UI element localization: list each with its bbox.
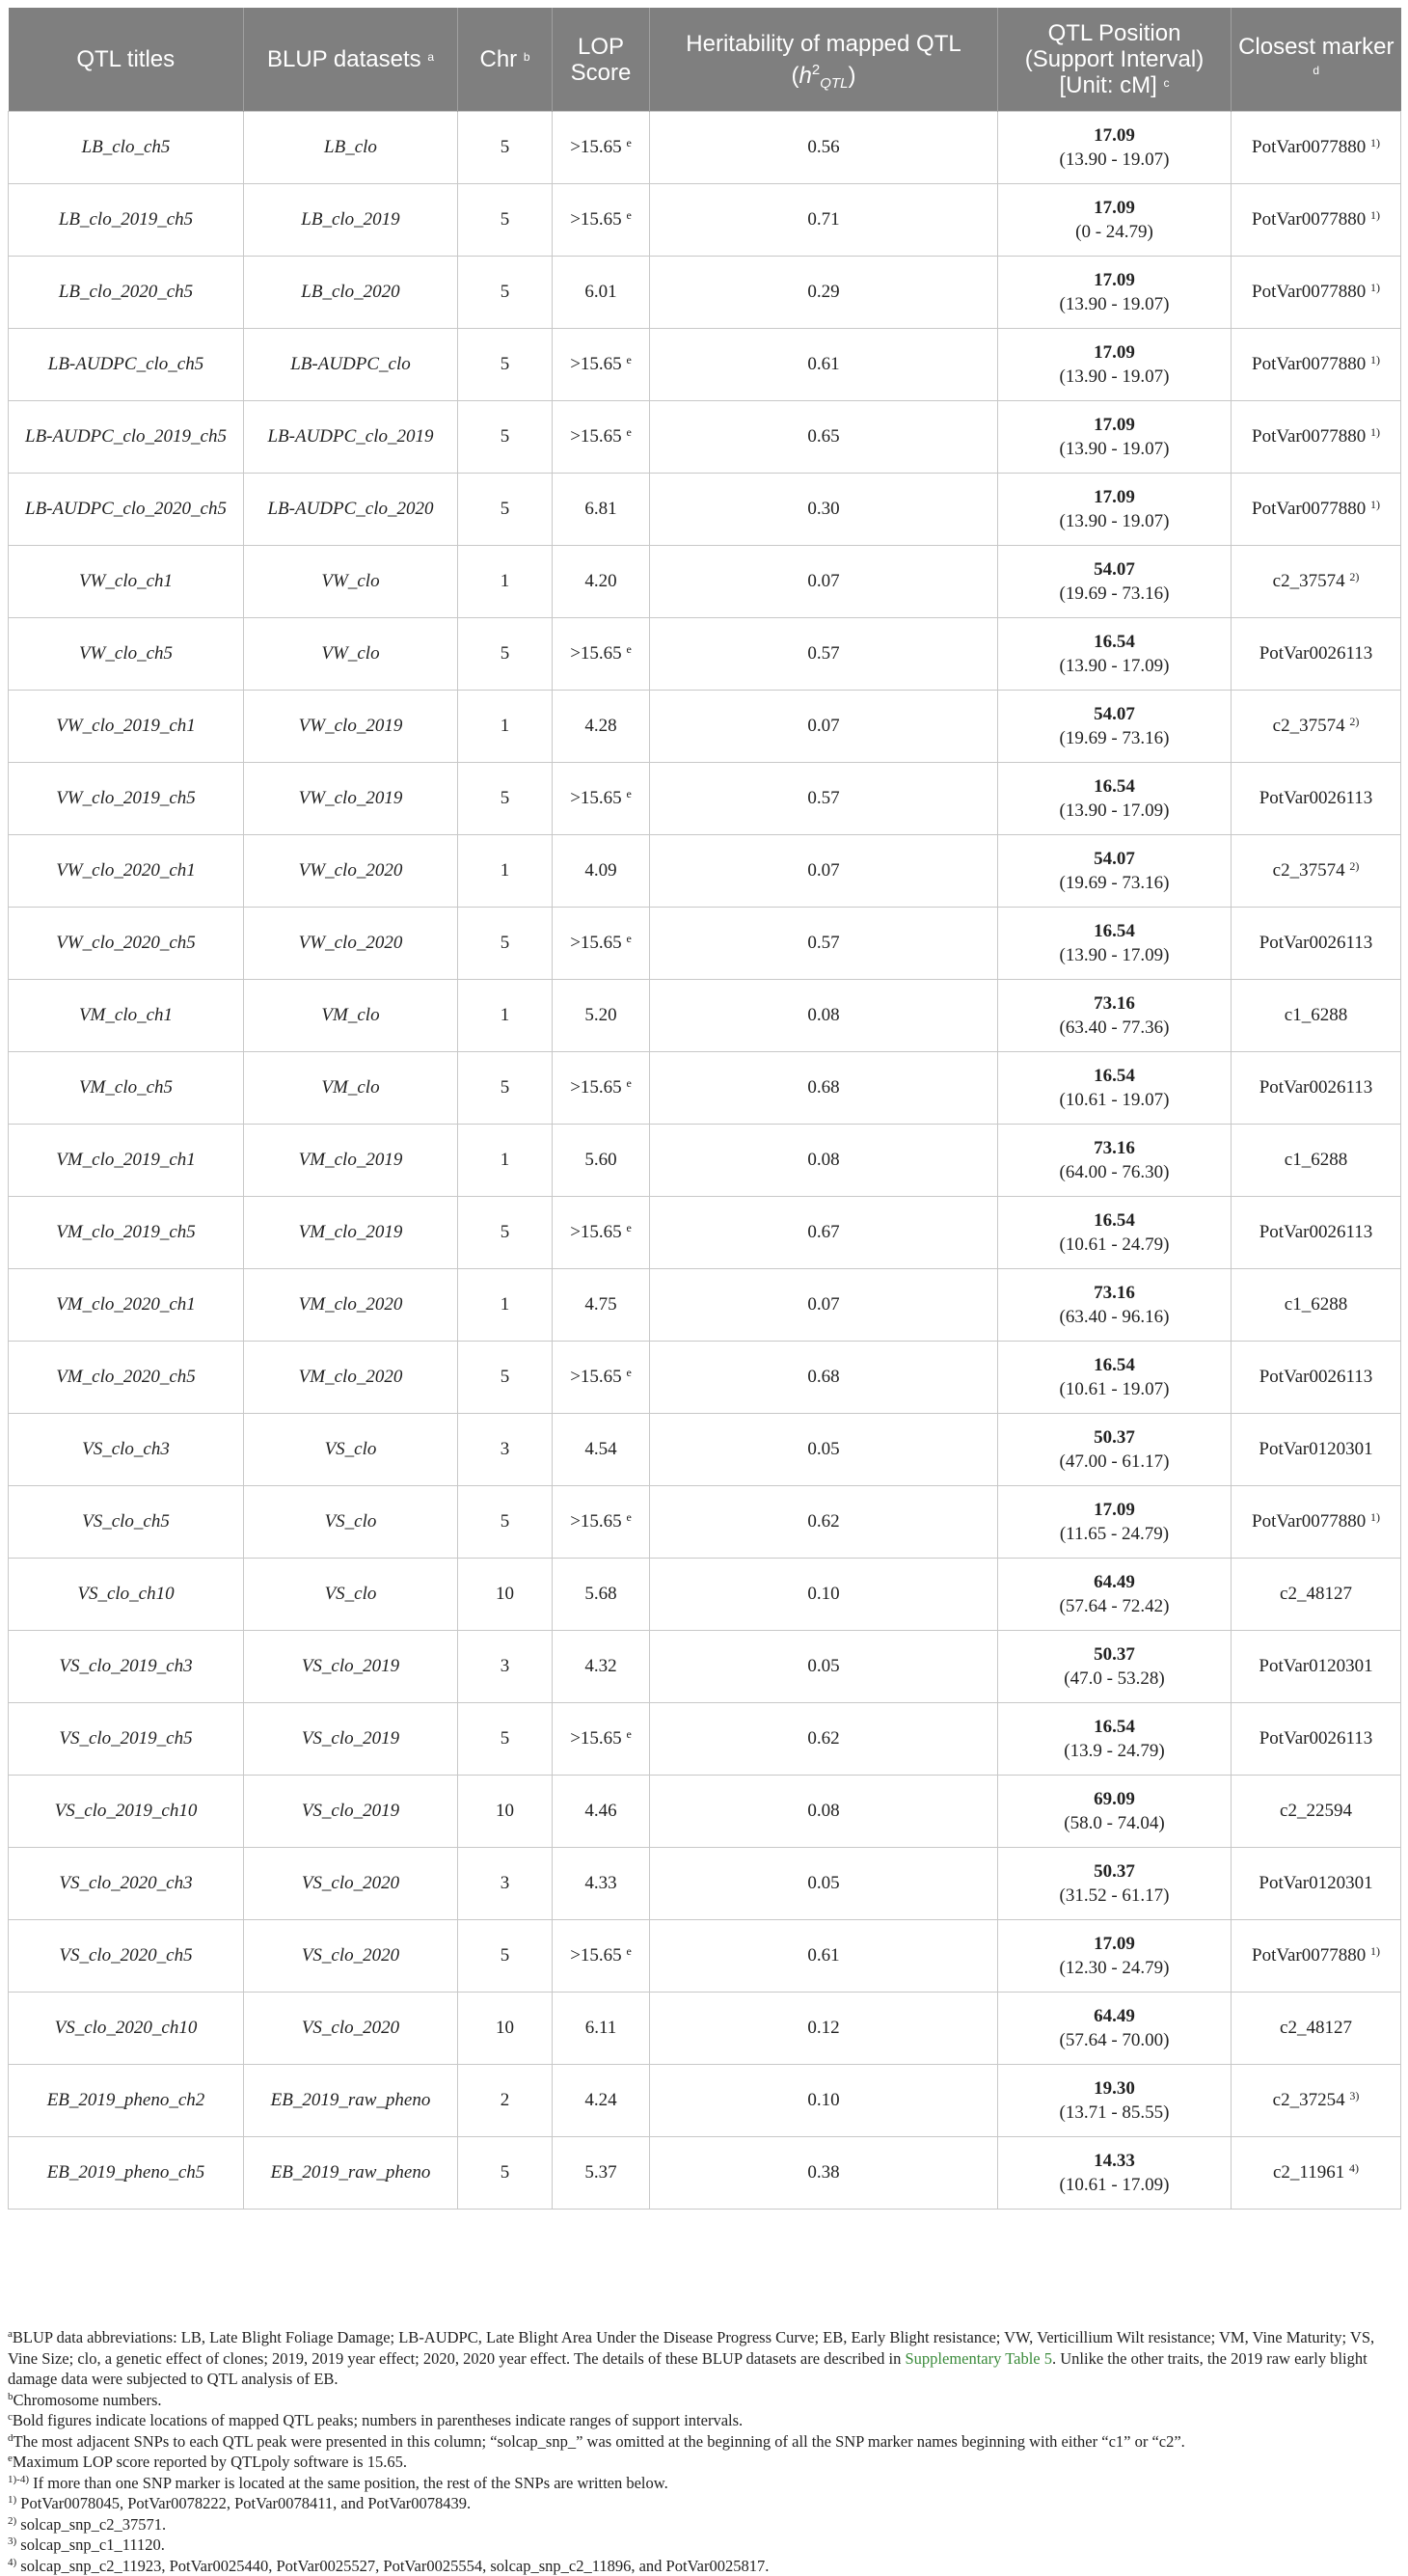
cell-lop-score: >15.65 $^e$ bbox=[553, 1703, 650, 1776]
cell-chr: 5 bbox=[458, 618, 553, 691]
cell-lop-score: >15.65 $^e$ bbox=[553, 1197, 650, 1269]
cell-lop-score: 5.60 bbox=[553, 1125, 650, 1197]
header-chr: Chr $^b$ bbox=[458, 8, 553, 112]
cell-chr: 10 bbox=[458, 1559, 553, 1631]
cell-chr: 5 bbox=[458, 1342, 553, 1414]
cell-qtl-title: VM_clo_2020_ch1 bbox=[9, 1269, 244, 1342]
cell-lop-score: 5.20 bbox=[553, 980, 650, 1052]
cell-qtl-title: VM_clo_ch1 bbox=[9, 980, 244, 1052]
cell-qtl-position: 16.54 (10.61 - 19.07) bbox=[998, 1342, 1232, 1414]
cell-qtl-title: VS_clo_ch5 bbox=[9, 1486, 244, 1559]
cell-chr: 1 bbox=[458, 1125, 553, 1197]
cell-chr: 10 bbox=[458, 1993, 553, 2065]
table-body bbox=[9, 112, 1401, 2210]
cell-qtl-title: VS_clo_2019_ch5 bbox=[9, 1703, 244, 1776]
cell-qtl-position: 17.09 (13.90 - 19.07) bbox=[998, 257, 1232, 329]
table-row bbox=[9, 1993, 1401, 2065]
cell-heritability: 0.08 bbox=[650, 980, 998, 1052]
cell-blup-dataset: VW_clo_2020 bbox=[244, 835, 458, 908]
supplementary-table-link[interactable]: Supplementary Table 5 bbox=[905, 2349, 1052, 2368]
cell-chr: 10 bbox=[458, 1776, 553, 1848]
cell-closest-marker: PotVar0026113 bbox=[1232, 1703, 1401, 1776]
cell-qtl-position: 54.07 (19.69 - 73.16) bbox=[998, 691, 1232, 763]
cell-qtl-title: VS_clo_2020_ch10 bbox=[9, 1993, 244, 2065]
cell-chr: 5 bbox=[458, 1920, 553, 1993]
cell-lop-score: >15.65 $^e$ bbox=[553, 329, 650, 401]
cell-chr: 5 bbox=[458, 401, 553, 474]
cell-closest-marker: PotVar0077880 $^{1)}$ bbox=[1232, 401, 1401, 474]
cell-qtl-title: VM_clo_2019_ch1 bbox=[9, 1125, 244, 1197]
cell-qtl-position: 16.54 (13.9 - 24.79) bbox=[998, 1703, 1232, 1776]
cell-blup-dataset: LB_clo bbox=[244, 112, 458, 184]
cell-closest-marker: c2_37574 $^{2)}$ bbox=[1232, 546, 1401, 618]
cell-heritability: 0.61 bbox=[650, 1920, 998, 1993]
cell-qtl-title: VW_clo_2019_ch5 bbox=[9, 763, 244, 835]
table-row bbox=[9, 691, 1401, 763]
cell-lop-score: 4.32 bbox=[553, 1631, 650, 1703]
cell-heritability: 0.05 bbox=[650, 1631, 998, 1703]
cell-qtl-position: 16.54 (13.90 - 17.09) bbox=[998, 763, 1232, 835]
cell-blup-dataset: VW_clo_2019 bbox=[244, 691, 458, 763]
cell-chr: 5 bbox=[458, 184, 553, 257]
footnote-b: $^b$Chromosome numbers. bbox=[8, 2390, 1396, 2411]
cell-lop-score: 4.33 bbox=[553, 1848, 650, 1920]
cell-closest-marker: c2_11961 $^{4)}$ bbox=[1232, 2137, 1401, 2210]
cell-qtl-position: 64.49 (57.64 - 72.42) bbox=[998, 1559, 1232, 1631]
cell-blup-dataset: VS_clo bbox=[244, 1559, 458, 1631]
cell-qtl-position: 54.07 (19.69 - 73.16) bbox=[998, 546, 1232, 618]
cell-heritability: 0.07 bbox=[650, 691, 998, 763]
header-blup-datasets: BLUP datasets $^a$ bbox=[244, 8, 458, 112]
table-row bbox=[9, 1631, 1401, 1703]
cell-blup-dataset: VM_clo bbox=[244, 1052, 458, 1125]
cell-chr: 5 bbox=[458, 1486, 553, 1559]
cell-qtl-title: LB_clo_2019_ch5 bbox=[9, 184, 244, 257]
cell-qtl-title: VS_clo_2020_ch5 bbox=[9, 1920, 244, 1993]
cell-qtl-title: VM_clo_ch5 bbox=[9, 1052, 244, 1125]
cell-heritability: 0.05 bbox=[650, 1848, 998, 1920]
cell-heritability: 0.05 bbox=[650, 1414, 998, 1486]
cell-closest-marker: PotVar0026113 bbox=[1232, 1197, 1401, 1269]
cell-chr: 5 bbox=[458, 763, 553, 835]
table-row bbox=[9, 763, 1401, 835]
cell-heritability: 0.62 bbox=[650, 1703, 998, 1776]
cell-blup-dataset: VM_clo bbox=[244, 980, 458, 1052]
cell-qtl-title: EB_2019_pheno_ch5 bbox=[9, 2137, 244, 2210]
table-row bbox=[9, 1559, 1401, 1631]
table-row bbox=[9, 1269, 1401, 1342]
cell-chr: 2 bbox=[458, 2065, 553, 2137]
cell-closest-marker: PotVar0077880 $^{1)}$ bbox=[1232, 1920, 1401, 1993]
cell-closest-marker: c2_37574 $^{2)}$ bbox=[1232, 691, 1401, 763]
cell-lop-score: 6.01 bbox=[553, 257, 650, 329]
cell-chr: 3 bbox=[458, 1631, 553, 1703]
cell-closest-marker: PotVar0077880 $^{1)}$ bbox=[1232, 1486, 1401, 1559]
cell-qtl-title: VS_clo_2019_ch3 bbox=[9, 1631, 244, 1703]
cell-qtl-position: 64.49 (57.64 - 70.00) bbox=[998, 1993, 1232, 2065]
cell-blup-dataset: VM_clo_2020 bbox=[244, 1269, 458, 1342]
cell-qtl-position: 19.30 (13.71 - 85.55) bbox=[998, 2065, 1232, 2137]
cell-heritability: 0.38 bbox=[650, 2137, 998, 2210]
cell-chr: 3 bbox=[458, 1848, 553, 1920]
cell-qtl-position: 50.37 (47.00 - 61.17) bbox=[998, 1414, 1232, 1486]
cell-qtl-title: VS_clo_ch10 bbox=[9, 1559, 244, 1631]
cell-qtl-title: EB_2019_pheno_ch2 bbox=[9, 2065, 244, 2137]
cell-chr: 3 bbox=[458, 1414, 553, 1486]
cell-heritability: 0.57 bbox=[650, 763, 998, 835]
footnote-1-4: $^{1)-4)}$ If more than one SNP marker is located at the same position, the rest of the SNPs are written below. bbox=[8, 2473, 1396, 2494]
cell-lop-score: >15.65 $^e$ bbox=[553, 618, 650, 691]
cell-chr: 5 bbox=[458, 112, 553, 184]
cell-closest-marker: PotVar0077880 $^{1)}$ bbox=[1232, 184, 1401, 257]
cell-heritability: 0.67 bbox=[650, 1197, 998, 1269]
cell-chr: 1 bbox=[458, 1269, 553, 1342]
table-row bbox=[9, 1125, 1401, 1197]
cell-blup-dataset: VS_clo_2020 bbox=[244, 1920, 458, 1993]
cell-lop-score: >15.65 $^e$ bbox=[553, 401, 650, 474]
cell-blup-dataset: LB-AUDPC_clo_2019 bbox=[244, 401, 458, 474]
cell-qtl-position: 50.37 (31.52 - 61.17) bbox=[998, 1848, 1232, 1920]
cell-heritability: 0.29 bbox=[650, 257, 998, 329]
cell-closest-marker: PotVar0077880 $^{1)}$ bbox=[1232, 112, 1401, 184]
cell-chr: 5 bbox=[458, 474, 553, 546]
cell-closest-marker: PotVar0077880 $^{1)}$ bbox=[1232, 329, 1401, 401]
table-row bbox=[9, 2137, 1401, 2210]
cell-lop-score: >15.65 $^e$ bbox=[553, 763, 650, 835]
cell-qtl-position: 17.09 (13.90 - 19.07) bbox=[998, 329, 1232, 401]
cell-lop-score: 5.68 bbox=[553, 1559, 650, 1631]
cell-qtl-title: LB-AUDPC_clo_ch5 bbox=[9, 329, 244, 401]
table-row bbox=[9, 184, 1401, 257]
cell-qtl-position: 17.09 (12.30 - 24.79) bbox=[998, 1920, 1232, 1993]
table-row bbox=[9, 1197, 1401, 1269]
cell-chr: 1 bbox=[458, 691, 553, 763]
cell-chr: 1 bbox=[458, 546, 553, 618]
cell-blup-dataset: VW_clo_2019 bbox=[244, 763, 458, 835]
cell-blup-dataset: VS_clo_2019 bbox=[244, 1776, 458, 1848]
cell-heritability: 0.57 bbox=[650, 908, 998, 980]
cell-blup-dataset: VS_clo bbox=[244, 1414, 458, 1486]
cell-lop-score: 4.54 bbox=[553, 1414, 650, 1486]
cell-lop-score: >15.65 $^e$ bbox=[553, 1486, 650, 1559]
cell-heritability: 0.57 bbox=[650, 618, 998, 691]
cell-heritability: 0.56 bbox=[650, 112, 998, 184]
cell-heritability: 0.61 bbox=[650, 329, 998, 401]
cell-closest-marker: PotVar0120301 bbox=[1232, 1848, 1401, 1920]
cell-blup-dataset: VS_clo_2019 bbox=[244, 1631, 458, 1703]
cell-qtl-title: LB-AUDPC_clo_2019_ch5 bbox=[9, 401, 244, 474]
cell-closest-marker: c2_22594 bbox=[1232, 1776, 1401, 1848]
cell-closest-marker: c1_6288 bbox=[1232, 980, 1401, 1052]
cell-qtl-title: VW_clo_ch1 bbox=[9, 546, 244, 618]
cell-heritability: 0.08 bbox=[650, 1776, 998, 1848]
table-row bbox=[9, 401, 1401, 474]
cell-qtl-position: 69.09 (58.0 - 74.04) bbox=[998, 1776, 1232, 1848]
table-row bbox=[9, 1920, 1401, 1993]
qtl-table bbox=[8, 8, 1401, 2210]
cell-heritability: 0.68 bbox=[650, 1052, 998, 1125]
table-row bbox=[9, 908, 1401, 980]
cell-qtl-title: VM_clo_2019_ch5 bbox=[9, 1197, 244, 1269]
table-header bbox=[9, 8, 1401, 112]
cell-qtl-position: 73.16 (63.40 - 96.16) bbox=[998, 1269, 1232, 1342]
cell-blup-dataset: EB_2019_raw_pheno bbox=[244, 2137, 458, 2210]
footnote-c: $^c$Bold figures indicate locations of mapped QTL peaks; numbers in parentheses indicate ranges of support intervals. bbox=[8, 2410, 1396, 2431]
table-row bbox=[9, 329, 1401, 401]
cell-closest-marker: c2_37254 $^{3)}$ bbox=[1232, 2065, 1401, 2137]
cell-closest-marker: c1_6288 bbox=[1232, 1125, 1401, 1197]
cell-lop-score: >15.65 $^e$ bbox=[553, 1920, 650, 1993]
cell-blup-dataset: VW_clo bbox=[244, 618, 458, 691]
header-qtl-position: QTL Position (Support Interval) [Unit: cM] $^c$ bbox=[998, 8, 1232, 112]
cell-lop-score: >15.65 $^e$ bbox=[553, 184, 650, 257]
cell-qtl-position: 54.07 (19.69 - 73.16) bbox=[998, 835, 1232, 908]
cell-heritability: 0.65 bbox=[650, 401, 998, 474]
cell-heritability: 0.68 bbox=[650, 1342, 998, 1414]
footnote-1: $^{1)}$ PotVar0078045, PotVar0078222, PotVar0078411, and PotVar0078439. bbox=[8, 2493, 1396, 2514]
cell-lop-score: 4.28 bbox=[553, 691, 650, 763]
cell-lop-score: >15.65 $^e$ bbox=[553, 112, 650, 184]
cell-lop-score: 4.24 bbox=[553, 2065, 650, 2137]
cell-blup-dataset: LB-AUDPC_clo bbox=[244, 329, 458, 401]
cell-qtl-title: VW_clo_2020_ch1 bbox=[9, 835, 244, 908]
table-row bbox=[9, 1414, 1401, 1486]
footnote-a: $^a$BLUP data abbreviations: LB, Late Blight Foliage Damage; LB-AUDPC, Late Blight Area Under the Disease Progress Curve; EB, Early Blight resistance; VW, Verticillium Wilt resistance; VM, Vine Maturity; VS, Vine Size; clo, a genetic effect of clones; 2019, 2019 year effect; 2020, 2020 year effect. The details of these BLUP datasets are described in Supplementary Table 5. Unlike the other traits, the 2019 raw early blight damage data were subjected to QTL analysis of EB. bbox=[8, 2327, 1396, 2390]
cell-closest-marker: PotVar0026113 bbox=[1232, 908, 1401, 980]
cell-lop-score: 5.37 bbox=[553, 2137, 650, 2210]
header-closest-marker: Closest marker $^d$ bbox=[1232, 8, 1401, 112]
cell-heritability: 0.62 bbox=[650, 1486, 998, 1559]
cell-lop-score: 6.81 bbox=[553, 474, 650, 546]
cell-qtl-title: VW_clo_2019_ch1 bbox=[9, 691, 244, 763]
table-row bbox=[9, 2065, 1401, 2137]
cell-chr: 5 bbox=[458, 2137, 553, 2210]
cell-heritability: 0.08 bbox=[650, 1125, 998, 1197]
cell-qtl-position: 73.16 (64.00 - 76.30) bbox=[998, 1125, 1232, 1197]
cell-heritability: 0.10 bbox=[650, 2065, 998, 2137]
cell-closest-marker: c2_48127 bbox=[1232, 1559, 1401, 1631]
cell-chr: 5 bbox=[458, 1197, 553, 1269]
cell-qtl-position: 14.33 (10.61 - 17.09) bbox=[998, 2137, 1232, 2210]
cell-qtl-position: 16.54 (10.61 - 19.07) bbox=[998, 1052, 1232, 1125]
table-row bbox=[9, 546, 1401, 618]
cell-chr: 5 bbox=[458, 329, 553, 401]
header-lop-score: LOP Score bbox=[553, 8, 650, 112]
cell-qtl-position: 50.37 (47.0 - 53.28) bbox=[998, 1631, 1232, 1703]
cell-closest-marker: PotVar0026113 bbox=[1232, 1342, 1401, 1414]
cell-qtl-position: 17.09 (13.90 - 19.07) bbox=[998, 112, 1232, 184]
cell-qtl-title: VW_clo_ch5 bbox=[9, 618, 244, 691]
cell-blup-dataset: VS_clo_2019 bbox=[244, 1703, 458, 1776]
cell-lop-score: 6.11 bbox=[553, 1993, 650, 2065]
header-heritability: Heritability of mapped QTL $(h^2_{QTL})$ bbox=[650, 8, 998, 112]
cell-qtl-position: 17.09 (11.65 - 24.79) bbox=[998, 1486, 1232, 1559]
cell-heritability: 0.10 bbox=[650, 1559, 998, 1631]
cell-qtl-title: LB_clo_ch5 bbox=[9, 112, 244, 184]
cell-blup-dataset: VS_clo_2020 bbox=[244, 1848, 458, 1920]
cell-qtl-position: 16.54 (13.90 - 17.09) bbox=[998, 908, 1232, 980]
cell-qtl-title: LB-AUDPC_clo_2020_ch5 bbox=[9, 474, 244, 546]
table-row bbox=[9, 1342, 1401, 1414]
cell-blup-dataset: VS_clo_2020 bbox=[244, 1993, 458, 2065]
header-qtl-titles: QTL titles bbox=[9, 8, 244, 112]
cell-qtl-title: VS_clo_2020_ch3 bbox=[9, 1848, 244, 1920]
table-row bbox=[9, 1486, 1401, 1559]
cell-closest-marker: PotVar0077880 $^{1)}$ bbox=[1232, 257, 1401, 329]
cell-closest-marker: PotVar0026113 bbox=[1232, 618, 1401, 691]
cell-heritability: 0.07 bbox=[650, 1269, 998, 1342]
cell-lop-score: 4.46 bbox=[553, 1776, 650, 1848]
cell-blup-dataset: VM_clo_2019 bbox=[244, 1197, 458, 1269]
cell-qtl-position: 73.16 (63.40 - 77.36) bbox=[998, 980, 1232, 1052]
table-row bbox=[9, 1703, 1401, 1776]
cell-lop-score: 4.20 bbox=[553, 546, 650, 618]
cell-qtl-position: 16.54 (13.90 - 17.09) bbox=[998, 618, 1232, 691]
cell-heritability: 0.12 bbox=[650, 1993, 998, 2065]
cell-blup-dataset: VS_clo bbox=[244, 1486, 458, 1559]
footnote-4: $^{4)}$ solcap_snp_c2_11923, PotVar0025440, PotVar0025527, PotVar0025554, solcap_snp_c2_11896, and PotVar0025817. bbox=[8, 2556, 1396, 2576]
cell-blup-dataset: VM_clo_2020 bbox=[244, 1342, 458, 1414]
cell-blup-dataset: VW_clo_2020 bbox=[244, 908, 458, 980]
cell-lop-score: >15.65 $^e$ bbox=[553, 1052, 650, 1125]
cell-blup-dataset: EB_2019_raw_pheno bbox=[244, 2065, 458, 2137]
footnote-2: $^{2)}$ solcap_snp_c2_37571. bbox=[8, 2514, 1396, 2535]
table-row bbox=[9, 1052, 1401, 1125]
cell-qtl-title: VS_clo_2019_ch10 bbox=[9, 1776, 244, 1848]
footnotes bbox=[8, 2327, 1396, 2576]
cell-lop-score: >15.65 $^e$ bbox=[553, 1342, 650, 1414]
table-row bbox=[9, 618, 1401, 691]
cell-closest-marker: PotVar0120301 bbox=[1232, 1631, 1401, 1703]
cell-blup-dataset: VM_clo_2019 bbox=[244, 1125, 458, 1197]
cell-qtl-position: 17.09 (13.90 - 19.07) bbox=[998, 401, 1232, 474]
footnote-3: $^{3)}$ solcap_snp_c1_11120. bbox=[8, 2535, 1396, 2556]
cell-qtl-position: 17.09 (13.90 - 19.07) bbox=[998, 474, 1232, 546]
cell-chr: 5 bbox=[458, 1052, 553, 1125]
cell-heritability: 0.71 bbox=[650, 184, 998, 257]
cell-qtl-title: VS_clo_ch3 bbox=[9, 1414, 244, 1486]
cell-blup-dataset: LB_clo_2020 bbox=[244, 257, 458, 329]
cell-closest-marker: PotVar0120301 bbox=[1232, 1414, 1401, 1486]
cell-blup-dataset: LB-AUDPC_clo_2020 bbox=[244, 474, 458, 546]
cell-qtl-position: 17.09 (0 - 24.79) bbox=[998, 184, 1232, 257]
cell-closest-marker: c2_48127 bbox=[1232, 1993, 1401, 2065]
cell-closest-marker: c2_37574 $^{2)}$ bbox=[1232, 835, 1401, 908]
cell-heritability: 0.07 bbox=[650, 835, 998, 908]
cell-lop-score: >15.65 $^e$ bbox=[553, 908, 650, 980]
cell-heritability: 0.07 bbox=[650, 546, 998, 618]
cell-qtl-title: VM_clo_2020_ch5 bbox=[9, 1342, 244, 1414]
footnote-d: $^d$The most adjacent SNPs to each QTL peak were presented in this column; “solcap_snp_” was omitted at the beginning of all the SNP marker names beginning with either “c1” or “c2”. bbox=[8, 2431, 1396, 2453]
cell-closest-marker: PotVar0077880 $^{1)}$ bbox=[1232, 474, 1401, 546]
table-row bbox=[9, 474, 1401, 546]
cell-blup-dataset: VW_clo bbox=[244, 546, 458, 618]
cell-chr: 5 bbox=[458, 257, 553, 329]
cell-qtl-title: LB_clo_2020_ch5 bbox=[9, 257, 244, 329]
table-row bbox=[9, 1776, 1401, 1848]
table-row bbox=[9, 1848, 1401, 1920]
footnote-e: $^e$Maximum LOP score reported by QTLpoly software is 15.65. bbox=[8, 2452, 1396, 2473]
table-row bbox=[9, 112, 1401, 184]
cell-blup-dataset: LB_clo_2019 bbox=[244, 184, 458, 257]
cell-chr: 5 bbox=[458, 908, 553, 980]
cell-chr: 1 bbox=[458, 980, 553, 1052]
cell-heritability: 0.30 bbox=[650, 474, 998, 546]
cell-lop-score: 4.75 bbox=[553, 1269, 650, 1342]
cell-closest-marker: PotVar0026113 bbox=[1232, 763, 1401, 835]
table-row bbox=[9, 980, 1401, 1052]
cell-closest-marker: PotVar0026113 bbox=[1232, 1052, 1401, 1125]
table-row bbox=[9, 257, 1401, 329]
table-row bbox=[9, 835, 1401, 908]
cell-lop-score: 4.09 bbox=[553, 835, 650, 908]
cell-qtl-position: 16.54 (10.61 - 24.79) bbox=[998, 1197, 1232, 1269]
cell-closest-marker: c1_6288 bbox=[1232, 1269, 1401, 1342]
cell-chr: 5 bbox=[458, 1703, 553, 1776]
cell-chr: 1 bbox=[458, 835, 553, 908]
cell-qtl-title: VW_clo_2020_ch5 bbox=[9, 908, 244, 980]
